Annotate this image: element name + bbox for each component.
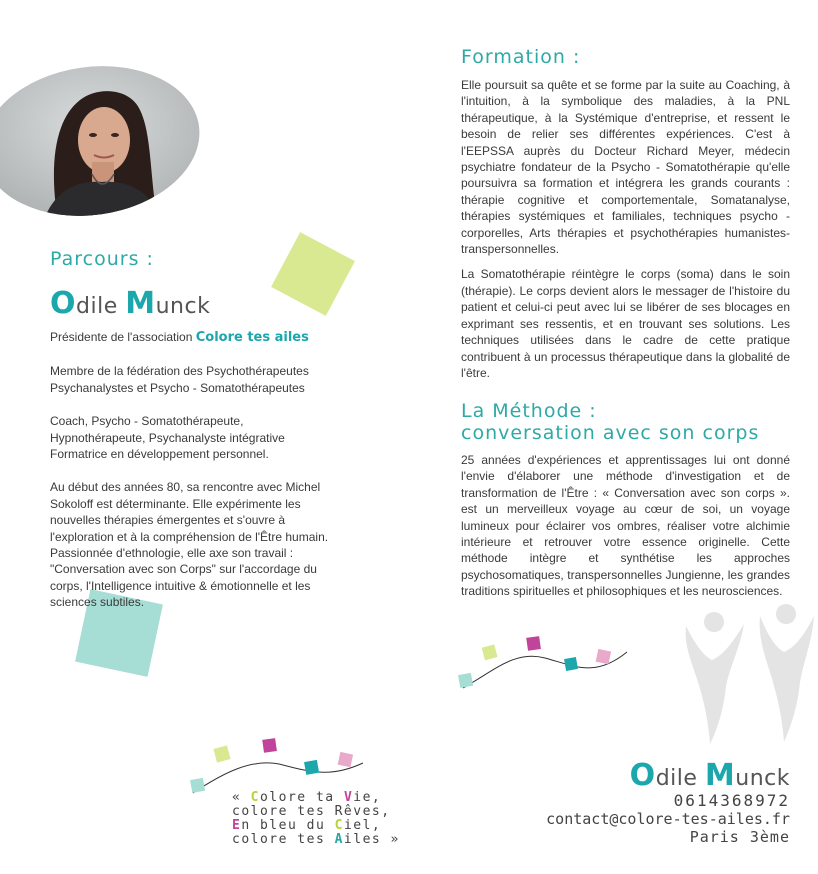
name-last-initial: M <box>125 286 156 321</box>
quote-text: iles » <box>343 832 400 847</box>
name-first-initial: O <box>50 286 77 321</box>
lime-square-decoration <box>271 232 355 316</box>
methode-text <box>461 452 790 609</box>
formation-para-1: Elle poursuit sa quête et se forme par la suite au Coaching, à l'intuition, à la symbolique des maladies, à la PNL thérapeutique, à la Systémique d'entreprise, et ressent le besoin de relier ses différentes expériences. C'est à l'EEPSSA auprès du Docteur Richard Meyer, médecin psychiatre fondateur de la Psycho - Somatothérapie qu'elle poursuivra sa formation et intégrera les grands courants : thérapie cognitive et comportementale, Somatanalyse, thérapies systémiques et familiales, techniques psycho - corporelles, Arts thérapies et psychothérapies humanistes-transpersonnelles. <box>461 78 790 257</box>
quote-cap-e: E <box>232 818 242 833</box>
formation-heading: Formation : <box>461 46 581 68</box>
quote-line-1 <box>232 791 400 805</box>
formation-text <box>461 77 790 390</box>
contact-city: Paris 3ème <box>689 828 790 846</box>
para-membre: Membre de la fédération des Psychothérapeutes Psychanalystes et Psycho - Somatothérapeutes <box>50 364 309 395</box>
name-first-rest: dile <box>76 294 126 319</box>
contact-email[interactable]: contact@colore-tes-ailes.fr <box>546 810 790 828</box>
methode-para: 25 années d'expériences et apprentissages lui ont donné l'envie d'élaborer une méthode d'investigation et de transformation de l'Être : « Conversation avec son corps ». est un merveilleux voyage au cœur de soi, un voyage lumineux pour éclairer vos ombres, réaliser votre alchimie intérieure et retrouver votre essence originelle. Cette méthode intègre et synthétise les approches psychosomatiques, transpersonnelles Jungienne, les grandes traditions spirituelles et philosophiques et les neurosciences. <box>461 453 790 599</box>
quote-text: n bleu du <box>241 818 335 833</box>
contact-last-initial: M <box>704 758 736 793</box>
methode-heading-line-1: La Méthode : <box>461 400 597 422</box>
quote-open: « <box>232 790 251 805</box>
wave-decoration-right <box>455 630 635 700</box>
quote-text: colore tes <box>232 832 335 847</box>
quote-line-4 <box>232 833 400 847</box>
quote-line-3 <box>232 819 400 833</box>
president-line <box>50 329 340 346</box>
president-prefix: Présidente de l'association <box>50 330 196 344</box>
quote-cap-v: V <box>343 790 354 805</box>
name-left <box>50 286 210 321</box>
contact-name <box>630 758 790 793</box>
quote-cap-a: A <box>334 832 344 847</box>
quote-text: iel, <box>343 818 382 833</box>
methode-heading-line-2: conversation avec son corps <box>461 422 760 444</box>
parcours-text <box>50 329 340 628</box>
quote-cap-c2: C <box>334 818 344 833</box>
methode-heading <box>461 400 759 444</box>
quote-text: olore ta <box>259 790 344 805</box>
parcours-heading: Parcours : <box>50 248 154 270</box>
para-debut: Au début des années 80, sa rencontre avec Michel Sokoloff est déterminante. Elle expérimente les nouvelles thérapies émergentes et s'ouvre à l'exploration et à la compréhension de l'Être humain. Passionnée d'ethnologie, elle axe son travail : "Conversation avec son Corps" sur l'accordage du corps, l'Intelligence intuitive & émotionnelle et les sciences subtiles. <box>50 480 329 610</box>
para-coach: Coach, Psycho - Somatothérapeute, Hypnothérapeute, Psychanalyste intégrative Formatrice en développement personnel. <box>50 414 285 462</box>
contact-first-initial: O <box>629 758 656 793</box>
formation-para-2: La Somatothérapie réintègre le corps (soma) dans le soin (thérapie). Le corps devient alors le messager de l'histoire du patient et celui-ci peut avec lui se libérer de ses blocages en exprimant ses ressentis, et en trouvant ses solutions. Les techniques utilisées dans le cadre de cette pratique contribuent à un processus thérapeutique dans la globalité de l'être. <box>461 267 790 380</box>
name-last-rest: unck <box>155 294 211 319</box>
figures-decoration <box>668 596 818 746</box>
portrait-photo <box>0 62 202 220</box>
quote-cap-c: C <box>250 790 260 805</box>
contact-first-rest: dile <box>655 766 705 791</box>
contact-phone[interactable]: 0614368972 <box>673 791 790 810</box>
quote-line-2: colore tes Rêves, <box>232 804 391 819</box>
quote-text: ie, <box>353 790 382 805</box>
slogan-quote <box>232 791 400 847</box>
association-name: Colore tes ailes <box>195 330 309 345</box>
contact-last-rest: unck <box>735 766 790 791</box>
